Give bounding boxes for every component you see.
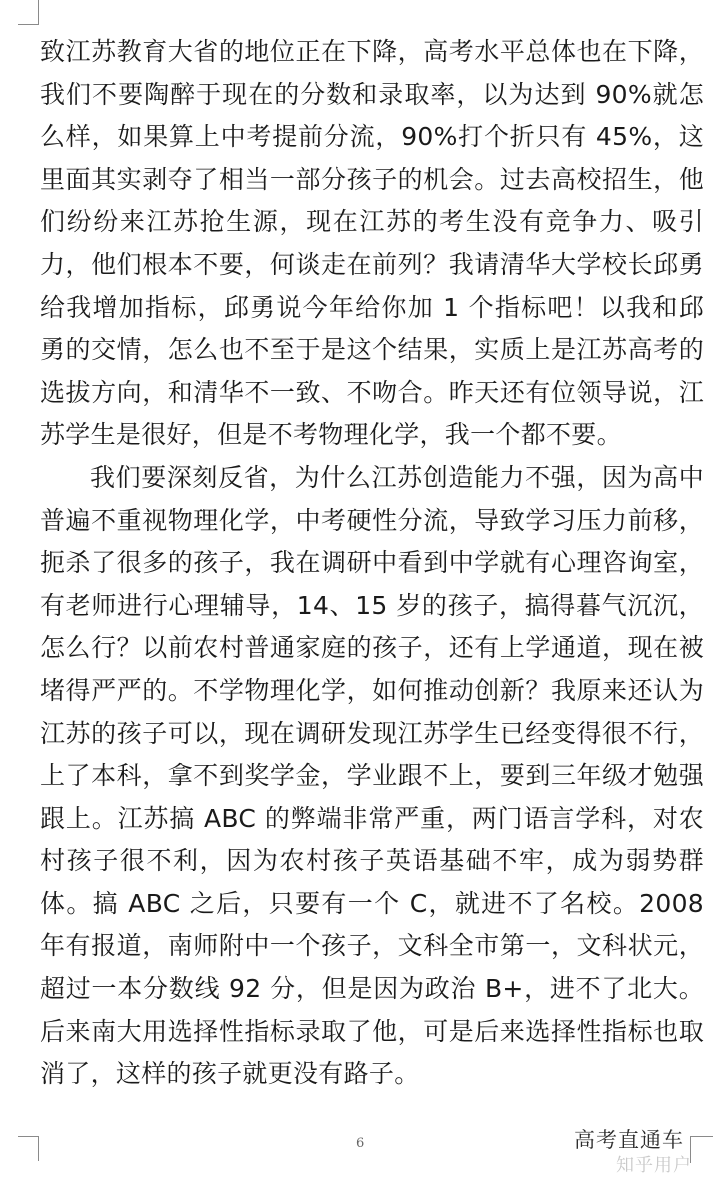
watermark (562, 1124, 712, 1174)
document-body (40, 31, 704, 1096)
paragraph-1: 致江苏教育大省的地位正在下降，高考水平总体也在下降，我们不要陶醉于现在的分数和录取率，以为达到 90%就怎么样，如果算上中考提前分流，90%打个折只有 45%，这里面其实剥夺了相当一部分孩子的机会。过去高校招生，他们纷纷来江苏抢生源，现在江苏的考生没有竞争力、吸引力，他们根本不要，何谈走在前列？我请清华大学校长邱勇给我增加指标，邱勇说今年给你加 1 个指标吧！以我和邱勇的交情，怎么也不至于是这个结果，实质上是江苏高考的选拔方向，和清华不一致、不吻合。昨天还有位领导说，江苏学生是很好，但是不考物理化学，我一个都不要。 (40, 37, 704, 450)
watermark-author: 知乎用户 (616, 1155, 692, 1176)
paragraph-2: 我们要深刻反省，为什么江苏创造能力不强，因为高中普遍不重视物理化学，中考硬性分流，导致学习压力前移，扼杀了很多的孩子，我在调研中看到中学就有心理咨询室，有老师进行心理辅导，14、15 岁的孩子，搞得暮气沉沉，怎么行？以前农村普通家庭的孩子，还有上学通道，现在被堵得严严的。不学物理化学，如何推动创新？我原来还认为江苏的孩子可以，现在调研发现江苏学生已经变得很不行，上了本科，拿不到奖学金，学业跟不上，要到三年级才勉强跟上。江苏搞 ABC 的弊端非常严重，两门语言学科，对农村孩子很不利，因为农村孩子英语基础不牢，成为弱势群体。搞 ABC 之后，只要有一个 C，就进不了名校。2008 年有报道，南师附中一个孩子，文科全市第一，文科状元，超过一本分数线 92 分，但是因为政治 B+，进不了北大。后来南大用选择性指标录取了他，可是后来选择性指标也取消了，这样的孩子就更没有路子。 (40, 462, 704, 1089)
page-number: 6 (356, 1136, 365, 1151)
watermark-channel-name: 高考直通车 (574, 1128, 684, 1152)
crop-mark-top-left (18, 0, 39, 25)
crop-mark-bottom-left (18, 1136, 39, 1161)
